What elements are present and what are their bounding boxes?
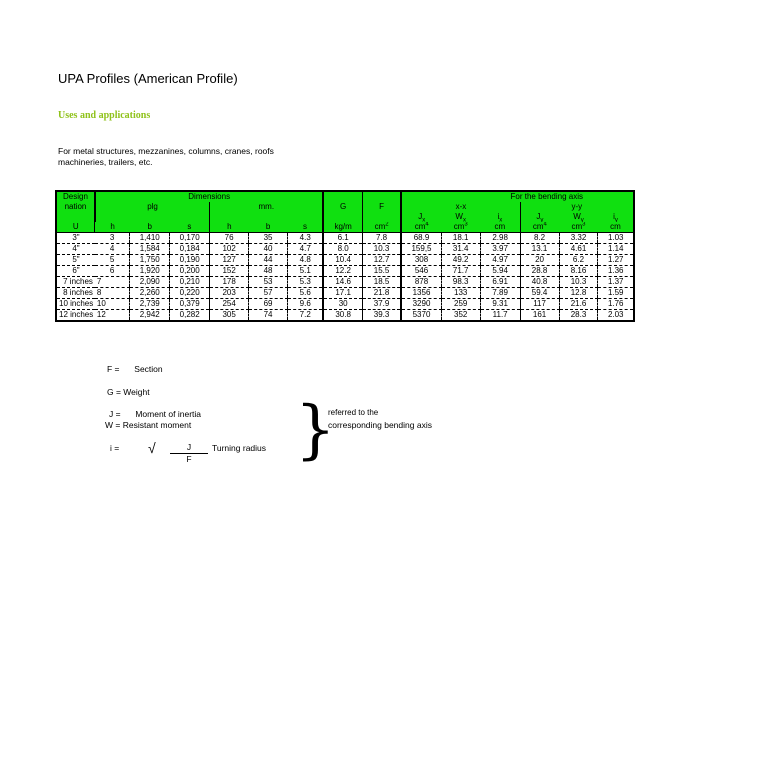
- table-cell: 1356: [401, 288, 441, 299]
- legend-w: W = Resistant moment: [105, 420, 192, 430]
- table-cell: 5.94: [480, 266, 520, 277]
- header-row: [56, 191, 634, 202]
- legend-turning-radius: Turning radius: [212, 443, 267, 453]
- table-cell: 12: [95, 310, 130, 322]
- table-cell: 74: [249, 310, 288, 322]
- table-cell: 98.3: [441, 277, 480, 288]
- section-heading: Uses and applications: [58, 110, 151, 121]
- table-cell: 40: [249, 244, 288, 255]
- legend-key: J =: [109, 409, 121, 419]
- header-yy: y-y: [520, 202, 634, 212]
- table-cell: 127: [210, 255, 249, 266]
- header-unit-cell: [56, 222, 95, 233]
- table-cell: 1.36: [598, 266, 634, 277]
- profile-table: [55, 190, 635, 322]
- fraction: [170, 442, 208, 464]
- legend-key: F =: [107, 364, 120, 374]
- unit-label: U: [72, 222, 79, 231]
- table-cell: 3290: [401, 299, 441, 310]
- table-cell: 352: [441, 310, 480, 322]
- legend-value: Moment of inertia: [135, 409, 201, 419]
- table-row: [56, 266, 634, 277]
- header-dimensions: Dimensions: [95, 191, 324, 202]
- table-cell: 8.2: [520, 233, 559, 244]
- table-cell: 178: [210, 277, 249, 288]
- table-cell: 2,260: [130, 288, 170, 299]
- table-cell: 159,5: [401, 244, 441, 255]
- header-wy-symbol: W: [573, 212, 581, 221]
- unit-label: h: [110, 222, 115, 231]
- table-cell: 6: [95, 266, 130, 277]
- table-cell: 8: [95, 288, 130, 299]
- table-cell: 0,282: [170, 310, 210, 322]
- table-cell: 30.8: [323, 310, 362, 322]
- table-cell: 12.2: [323, 266, 362, 277]
- header-subscript: x: [462, 217, 466, 222]
- table-cell: 161: [520, 310, 559, 322]
- table-cell: 308: [401, 255, 441, 266]
- table-cell: 4.7: [288, 244, 324, 255]
- header-unit-cell: [210, 222, 249, 233]
- unit-label: b: [147, 222, 152, 231]
- table-cell: 4.61: [559, 244, 598, 255]
- header-subscript: x: [422, 217, 426, 222]
- header-wx: [441, 212, 480, 222]
- unit-label: cm: [374, 222, 386, 231]
- unit-label: cm: [494, 222, 506, 231]
- table-cell: 0,190: [170, 255, 210, 266]
- table-cell: 152: [210, 266, 249, 277]
- table-cell: 1.03: [598, 233, 634, 244]
- table-cell: 546: [401, 266, 441, 277]
- designation-cell: 8 inches: [56, 288, 95, 299]
- table-row: [56, 299, 634, 310]
- table-cell: 17.1: [323, 288, 362, 299]
- table-cell: 2.98: [480, 233, 520, 244]
- unit-label: s: [187, 222, 192, 231]
- unit-exponent: 3: [464, 222, 468, 228]
- table-cell: 0,210: [170, 277, 210, 288]
- table-cell: 48: [249, 266, 288, 277]
- header-empty: [56, 212, 95, 222]
- header-ix: [480, 212, 520, 222]
- table-cell: 5.6: [288, 288, 324, 299]
- table-cell: 6.2: [559, 255, 598, 266]
- table-cell: 4.8: [288, 255, 324, 266]
- header-unit-cell: [170, 222, 210, 233]
- header-unit-cell: [401, 222, 441, 233]
- header-row: [56, 202, 634, 212]
- header-empty: [362, 212, 401, 222]
- unit-label: b: [265, 222, 271, 231]
- fraction-denominator: F: [186, 454, 192, 464]
- curly-brace: }: [295, 393, 336, 467]
- table-row: [56, 277, 634, 288]
- header-subscript: y: [540, 217, 544, 222]
- table-cell: 878: [401, 277, 441, 288]
- table-cell: 3: [95, 233, 130, 244]
- page-title: UPA Profiles (American Profile): [58, 71, 238, 86]
- table-cell: 7.89: [480, 288, 520, 299]
- designation-cell: 5": [56, 255, 95, 266]
- unit-label: h: [227, 222, 232, 231]
- table-row: [56, 255, 634, 266]
- header-iy: [598, 212, 634, 222]
- table-row: [56, 310, 634, 322]
- legend-f: [107, 364, 163, 374]
- table-cell: 1.27: [598, 255, 634, 266]
- description-line: For metal structures, mezzanines, columns, cranes, roofs: [58, 146, 274, 156]
- table-cell: 3.32: [559, 233, 598, 244]
- table-row: [56, 233, 634, 244]
- table-cell: 21.8: [362, 288, 401, 299]
- header-f-top: [362, 191, 401, 202]
- unit-exponent: 4: [425, 222, 429, 228]
- header-unit-cell: [559, 222, 598, 233]
- header-row: [56, 212, 634, 222]
- table-cell: 1.76: [598, 299, 634, 310]
- header-unit-cell: [130, 222, 170, 233]
- table-cell: 0,379: [170, 299, 210, 310]
- table-cell: 18.5: [362, 277, 401, 288]
- unit-label: cm: [532, 222, 544, 231]
- table-cell: 0,170: [170, 233, 210, 244]
- table-cell: 2.03: [598, 310, 634, 322]
- header-designation: nation: [56, 202, 95, 212]
- table-cell: 5.3: [288, 277, 324, 288]
- unit-exponent: 2: [385, 222, 389, 228]
- table-cell: 13.1: [520, 244, 559, 255]
- fraction-numerator: J: [170, 442, 208, 454]
- header-wx-symbol: W: [455, 212, 463, 221]
- unit-label: cm: [571, 222, 583, 231]
- table-cell: 10.3: [559, 277, 598, 288]
- table-cell: 8.16: [559, 266, 598, 277]
- table-cell: 49.2: [441, 255, 480, 266]
- header-unit-cell: [249, 222, 288, 233]
- table-cell: 117: [520, 299, 559, 310]
- table-cell: 5: [95, 255, 130, 266]
- table-cell: 203: [210, 288, 249, 299]
- table-cell: 39.3: [362, 310, 401, 322]
- header-unit-cell: [95, 222, 130, 233]
- table-cell: 10: [95, 299, 130, 310]
- table-cell: 31.4: [441, 244, 480, 255]
- table-cell: 1.59: [598, 288, 634, 299]
- header-empty: [210, 212, 324, 222]
- table-cell: 12.8: [559, 288, 598, 299]
- legend-value: Section: [134, 364, 163, 374]
- table-cell: 53: [249, 277, 288, 288]
- units-row: [56, 222, 634, 233]
- table-cell: 5370: [401, 310, 441, 322]
- table-cell: 7: [95, 277, 130, 288]
- table-cell: 10.4: [323, 255, 362, 266]
- table-cell: 28.3: [559, 310, 598, 322]
- header-mm: mm.: [210, 202, 324, 212]
- header-f: F: [362, 202, 401, 212]
- table-cell: 7.8: [362, 233, 401, 244]
- designation-cell: 10 inches: [56, 299, 95, 310]
- table-cell: 102: [210, 244, 249, 255]
- designation-cell: 3": [56, 233, 95, 244]
- unit-label: cm: [453, 222, 465, 231]
- table-cell: 28.8: [520, 266, 559, 277]
- table-cell: 1,920: [130, 266, 170, 277]
- header-jx-symbol: J: [418, 212, 423, 221]
- header-g: G: [323, 202, 362, 212]
- table-row: [56, 288, 634, 299]
- header-unit-cell: [288, 222, 324, 233]
- table-cell: 7.2: [288, 310, 324, 322]
- table-cell: 14.6: [323, 277, 362, 288]
- table-cell: 76: [210, 233, 249, 244]
- unit-label: kg/m: [334, 222, 352, 231]
- table-cell: 8.0: [323, 244, 362, 255]
- table-cell: 40.8: [520, 277, 559, 288]
- header-ix-symbol: i: [497, 212, 500, 221]
- header-iy-symbol: i: [613, 212, 615, 221]
- header-unit-cell: [362, 222, 401, 233]
- header-jx: [401, 212, 441, 222]
- table-body: [56, 233, 634, 322]
- table-cell: 2,090: [130, 277, 170, 288]
- table-cell: 1,750: [130, 255, 170, 266]
- designation-cell: 12 inches: [56, 310, 95, 322]
- table-cell: 68.9: [401, 233, 441, 244]
- legend-j: [109, 409, 201, 419]
- table-cell: 69: [249, 299, 288, 310]
- table-row: [56, 244, 634, 255]
- header-plg: plg: [95, 202, 210, 212]
- unit-exponent: 3: [582, 222, 586, 228]
- legend-referred-2: corresponding bending axis: [328, 420, 432, 430]
- table-cell: 20: [520, 255, 559, 266]
- header-subscript: y: [614, 217, 618, 222]
- legend-referred-1: referred to the: [328, 408, 379, 417]
- table-cell: 57: [249, 288, 288, 299]
- table-cell: 18.1: [441, 233, 480, 244]
- header-jy: [520, 212, 559, 222]
- table-cell: 21.6: [559, 299, 598, 310]
- table-cell: 259: [441, 299, 480, 310]
- table-cell: 1.37: [598, 277, 634, 288]
- table-cell: 4.97: [480, 255, 520, 266]
- legend-g: G = Weight: [107, 387, 150, 397]
- table-cell: 2,942: [130, 310, 170, 322]
- description-line: machineries, trailers, etc.: [58, 157, 153, 167]
- header-unit-cell: [441, 222, 480, 233]
- header-unit-cell: [323, 222, 362, 233]
- table-cell: 15.5: [362, 266, 401, 277]
- unit-exponent: 4: [543, 222, 547, 228]
- table-cell: 71.7: [441, 266, 480, 277]
- table-cell: 1,584: [130, 244, 170, 255]
- header-g-top: [323, 191, 362, 202]
- table-cell: 9.31: [480, 299, 520, 310]
- header-empty: [323, 212, 362, 222]
- table-cell: 6.91: [480, 277, 520, 288]
- unit-label: s: [302, 222, 307, 231]
- unit-label: cm: [610, 222, 621, 231]
- table-cell: 1.14: [598, 244, 634, 255]
- header-unit-cell: [480, 222, 520, 233]
- table-cell: 59.4: [520, 288, 559, 299]
- table-cell: 4.3: [288, 233, 324, 244]
- table-cell: 37.9: [362, 299, 401, 310]
- table-cell: 3.97: [480, 244, 520, 255]
- header-bending-axis: For the bending axis: [401, 191, 634, 202]
- table-cell: 5.1: [288, 266, 324, 277]
- header-jy-symbol: J: [536, 212, 541, 221]
- table-cell: 44: [249, 255, 288, 266]
- table-cell: 11.7: [480, 310, 520, 322]
- table-cell: 133: [441, 288, 480, 299]
- table-cell: 12.7: [362, 255, 401, 266]
- header-subscript: y: [580, 217, 584, 222]
- designation-cell: 6": [56, 266, 95, 277]
- table-cell: 10.3: [362, 244, 401, 255]
- header-xx: x-x: [401, 202, 520, 212]
- header-unit-cell: [520, 222, 559, 233]
- legend-i-key: i =: [110, 443, 120, 453]
- table-cell: 0,200: [170, 266, 210, 277]
- header-empty: [95, 212, 210, 222]
- header-unit-cell: [598, 222, 634, 233]
- square-root-symbol: √: [148, 440, 156, 456]
- header-wy: [559, 212, 598, 222]
- table-cell: 35: [249, 233, 288, 244]
- table-cell: 1,410: [130, 233, 170, 244]
- designation-cell: 7 inches: [56, 277, 95, 288]
- table-cell: 305: [210, 310, 249, 322]
- header-subscript: x: [499, 217, 503, 222]
- description: [58, 146, 274, 168]
- table-cell: 9.6: [288, 299, 324, 310]
- table-cell: 0,220: [170, 288, 210, 299]
- designation-cell: 4": [56, 244, 95, 255]
- table-cell: 2,739: [130, 299, 170, 310]
- table-cell: 30: [323, 299, 362, 310]
- unit-label: cm: [414, 222, 426, 231]
- table-cell: 4: [95, 244, 130, 255]
- table-cell: 254: [210, 299, 249, 310]
- header-designation: Design: [56, 191, 95, 202]
- table-cell: 6.1: [323, 233, 362, 244]
- table-cell: 0,184: [170, 244, 210, 255]
